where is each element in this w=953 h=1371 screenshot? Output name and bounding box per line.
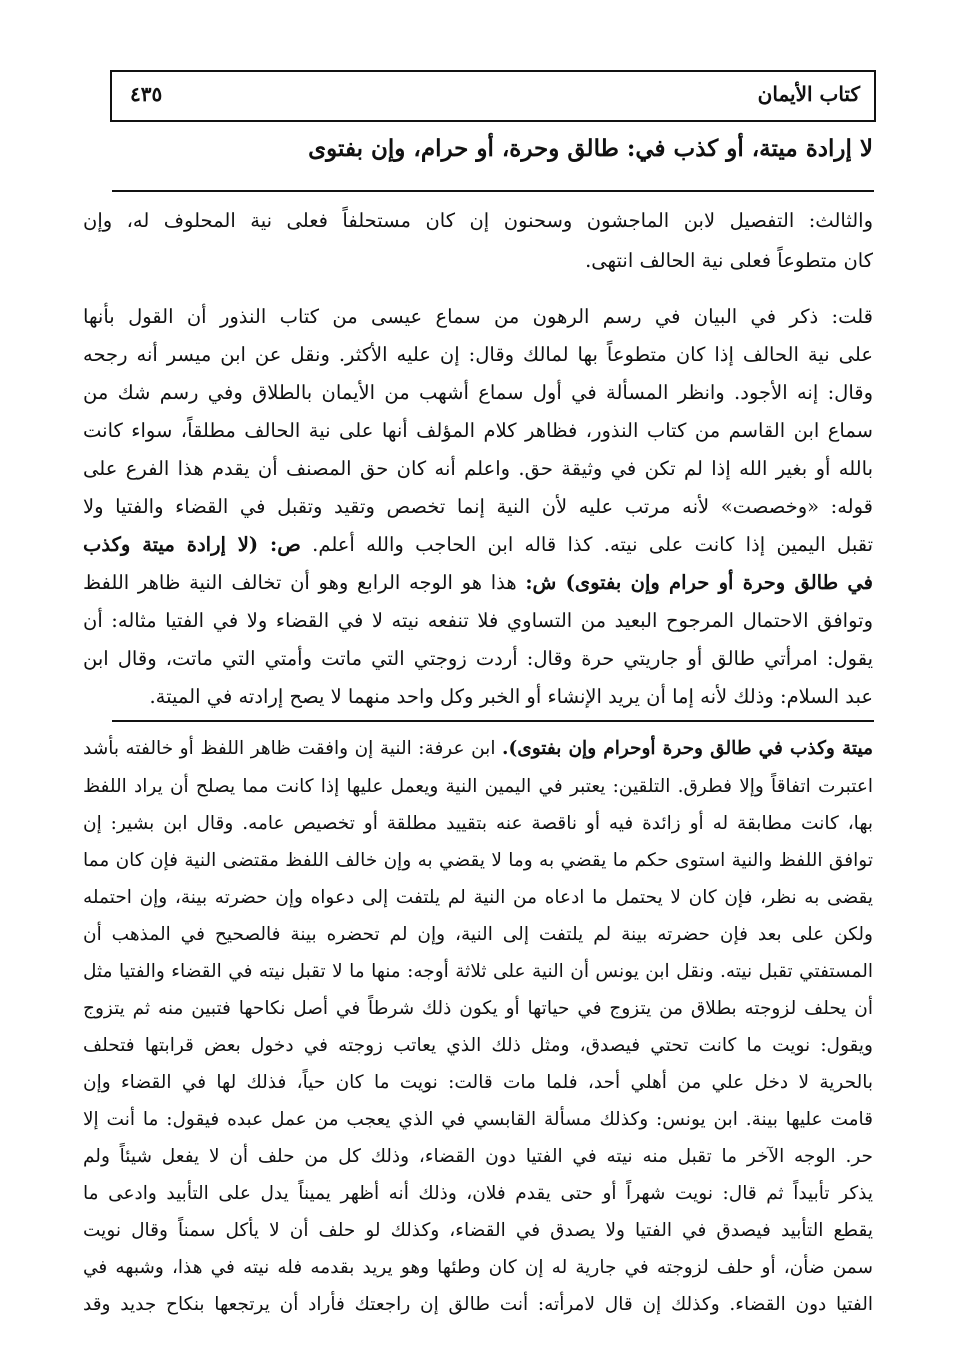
commentary-heading: ميتة وكذب في طالق وحرة أوحرام وإن بفتوى). (502, 738, 873, 759)
divider-top (112, 190, 874, 192)
commentary-line: ويقول: نويت ما كانت تحتي فيصدق، ومثل ذلك الذي يعاتب زوجته في دخول بعض قرابتها فتحلف (83, 1035, 873, 1056)
commentary-line (83, 734, 873, 766)
divider-commentary (112, 720, 874, 722)
commentary-line: توافق اللفظ والنية استوى حكم ما يقضي به وما لا يقضي به وإن خالف اللفظ مقتضى النية فإن كان مما (83, 850, 873, 871)
matn-quote: ص: (لا إرادة ميتة وكذب (83, 533, 301, 556)
commentary-line: يذكر تأبيداً ثم قال: نويت شهراً أو حتى يقدم فلان، وذلك أنه أظهر يميناً يدل على التأبيد وادعى ما (83, 1183, 873, 1204)
matn-quote: في طالق وحرة أو حرام وإن بفتوى) ش: (525, 571, 873, 594)
body-line: سماع ابن القاسم من كتاب النذور، فظاهر كلام المؤلف أنها على نية الحالف مطلقاً، سواء كانت (83, 419, 873, 442)
body-line: عبد السلام: وذلك لأنه إما أن يريد الإنشاء أو الخبر وكل واحد منهما لا يصح إرادته في الميتة. (149, 685, 873, 708)
commentary-line: يقضى به نظر، فإن كان لا يحتمل ما ادعاه من النية لم يلتفت إلى دعواه وإن حضرته بينة، وإن احتمله (83, 887, 873, 908)
body-line: قلت: ذكر في البيان في رسم الرهون من سماع عيسى من كتاب النذور أن القول بأنها (83, 305, 873, 328)
commentary-line: المستفتي تقبل نيته. ونقل ابن يونس أن النية على ثلاثة أوجه: منها ما لا تقبل نيته في القضاء والفتيا مثل (83, 961, 873, 982)
commentary-line: أن يحلف لزوجته بطلاق من يتزوج في حياتها أو يكون ذلك شرطاً في أصل نكاحها فتبين منه ثم يتزوج (83, 998, 873, 1019)
body-line: وقال: إنه الأجود. وانظر المسألة في أول سماع أشهب من الأيمان بالطلاق وفي رسم شك من (83, 381, 873, 404)
body-line: كان متطوعاً فعلى نية الحالف انتهى. (585, 249, 873, 272)
body-line: على نية الحالف إذا كان متطوعاً بها لمالك وقال: إن عليه الأكثر. ونقل عن ابن ميسر أنه رجحه (83, 343, 873, 366)
commentary-line: يقطع التأبيد فيصدق في الفتيا ولا يصدق في القضاء، وكذلك لو حلف أن لا يأكل سمناً وقال نويت (83, 1220, 873, 1241)
commentary-line: الفتيا دون القضاء. وكذلك إن قال لامرأته: أنت طالق إن راجعتك فأراد أن يرتجعها بنكاح جديد وقد (83, 1294, 873, 1315)
commentary-line: قامت عليها بينة. ابن يونس: وكذلك مسألة القابسي في الذي يعجب من عمل عبده فيقول: ما أنت إلا (83, 1109, 873, 1130)
commentary-line: سمن ضأن، أو حلف لزوجته في جارية له إن كان وطئها وهو يريد بقدمه فله نيته في هذا، وشبهه في (83, 1257, 873, 1278)
body-line: يقول: امرأتي طالق أو جاريتي حرة وقال: أردت زوجتي التي ماتت وأمتي التي ماتت، وقال ابن (83, 647, 873, 670)
page-header (110, 70, 876, 122)
body-text: تقبل اليمين إذا كانت على نيته. كذا قاله ابن الحاجب والله أعلم. (312, 533, 873, 556)
body-line (83, 530, 873, 562)
body-line: وتوافق الاحتمال المرجوح البعيد من التساوي فلا تنفعه نيته لا في القضاء ولا في الفتيا مثاله: أن (83, 609, 873, 632)
page-number: ٤٣٥ (130, 82, 163, 106)
commentary-line: بالحرية لا دخل علي من أهلي أحد، فلما مات قالت: نويت ما كان حياً، فذلك لها في القضاء وإن (83, 1072, 873, 1093)
body-line: والثالث: التفصيل لابن الماجشون وسحنون إن كان مستحلفاً فعلى نية المحلوف له، وإن (83, 209, 873, 232)
matn-text: لا إرادة ميتة، أو كذب في: طالق وحرة، أو حرام، وإن بفتوى (308, 135, 873, 162)
commentary-line: ولكن على بعد فإن حضرته بينة لم يلتفت إلى النية، وإن لم تحضره بينة فالصحيح في المذهب أن (83, 924, 873, 945)
body-line: بالله أو بغير الله إذا لم تكن في وثيقة حق. واعلم أنه كان حق المصنف أن يقدم هذا الفرع على (83, 457, 873, 480)
commentary-text: ابن عرفة: النية إن وافقت ظاهر اللفظ أو خالفته بأشد (83, 738, 496, 759)
body-line: قوله: «وخصصت» لأنه مرتب عليه لأن النية إنما تخصص وتقيد وتقبل في القضاء والفتيا ولا (83, 495, 873, 518)
commentary-line: حر. الوجه الآخر ما تقبل منه نيته في الفتيا دون القضاء، وذلك كل من حلف أن لا يفعل شيئاً ولم (83, 1146, 873, 1167)
chapter-title: كتاب الأيمان (757, 82, 860, 106)
body-line (83, 568, 873, 600)
commentary-line: بها، كانت مطابقة له أو زائدة فيه أو ناقصة عنه بتقييد مطلقة أو تخصيص عامه. وقال ابن بشير: إن (83, 813, 873, 834)
commentary-line: اعتبرت اتفاقاً وإلا فطرق. التلقين: يعتبر في اليمين النية ويعمل عليها إذا كانت مما يصلح أن يراد اللفظ (83, 776, 873, 797)
body-text: هذا هو الوجه الرابع وهو أن تخالف النية ظاهر اللفظ (83, 571, 517, 594)
